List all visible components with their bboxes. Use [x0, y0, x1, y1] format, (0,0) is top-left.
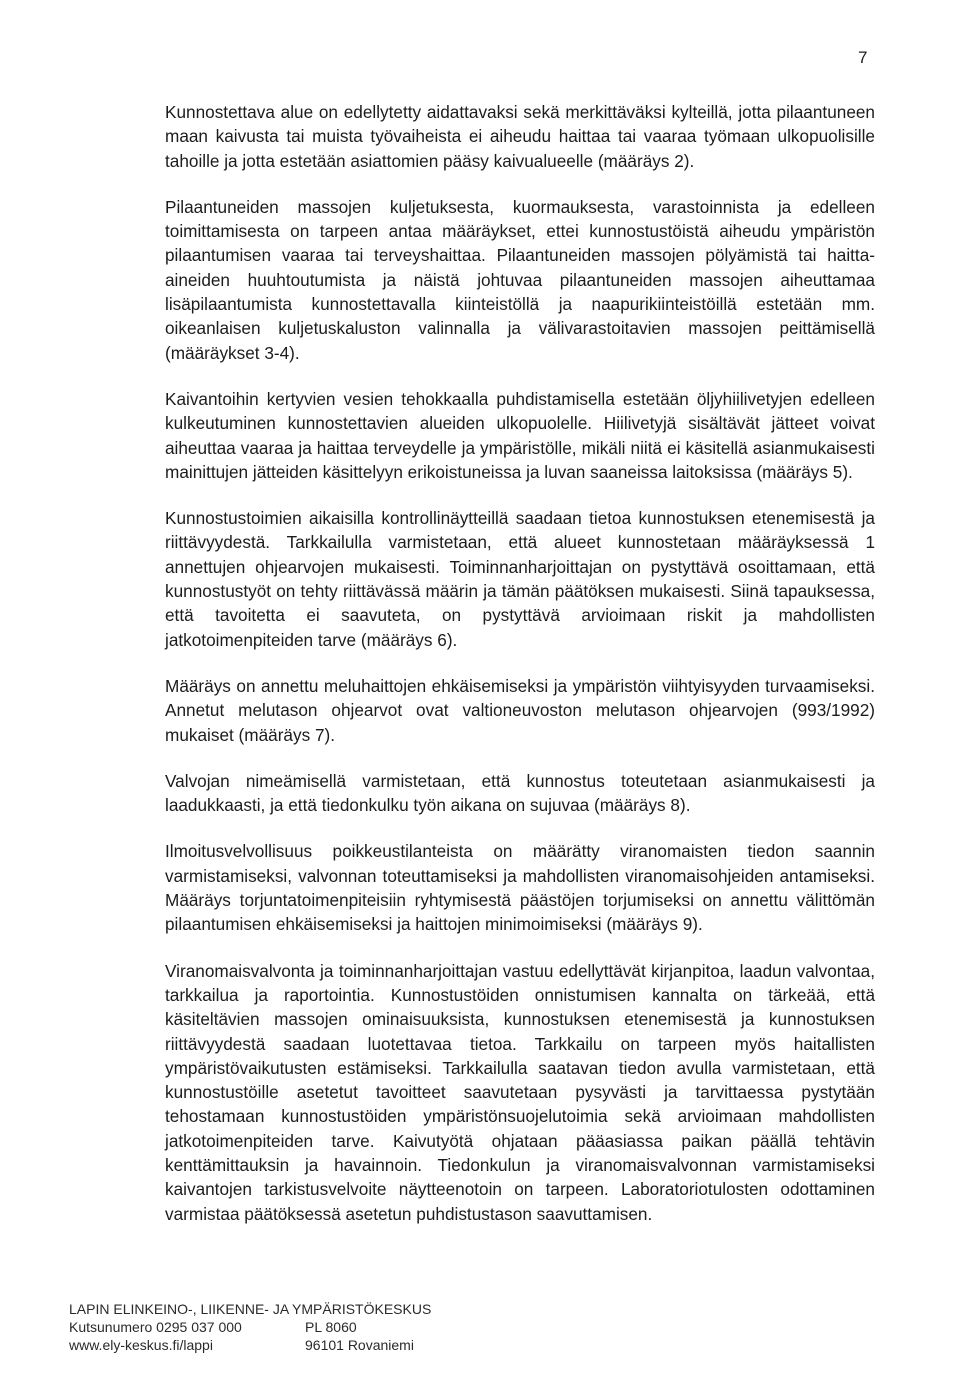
paragraph-monitoring: Viranomaisvalvonta ja toiminnanharjoittajan vastuu edellyttävät kirjanpitoa, laadun valvontaa, tarkkailua ja raportointia. Kunnostustöiden onnistumisen kannalta on tärkeää, että käsiteltävien massojen ominaisuuksista, kunnostuksen etenemisestä ja kunnostuksen riittävyydestä saadaan luotettavaa tietoa. Tarkkailu on tarpeen myös haitallisten ympäristövaikutusten estämiseksi. Tarkkailulla saatavan tiedon avulla varmistetaan, että kunnostustöille asetetut tavoitteet saavutetaan pysyvästi ja tarvittaessa pystytään tehostamaan kunnostustöiden ympäristönsuojelutoimia sekä arvioimaan mahdollisten jatkotoimenpiteiden tarve. Kaivutyötä ohjataan pääasiassa paikan päällä tehtävin kenttämittauksin ja havainnoin. Tiedonkulun ja viranomaisvalvonnan varmistamiseksi kaivantojen tarkistusvelvoite näytteenotoin on tarpeen. Laboratoriotulosten odottaminen varmistaa päätöksessä asetetun puhdistustason saavuttamisen.	[165, 960, 875, 1224]
footer-website-link[interactable]: www.ely-keskus.fi/lappi	[69, 1337, 213, 1353]
footer-organization-row	[69, 1300, 431, 1318]
paragraph-noise: Määräys on annettu meluhaittojen ehkäisemiseksi ja ympäristön viihtyisyyden turvaamiseksi. Annetut melutason ohjearvot ovat valtioneuvoston melutason ohjearvojen (993/1992) mukaiset (määräys 7).	[165, 675, 875, 745]
paragraph-water-treatment: Kaivantoihin kertyvien vesien tehokkaalla puhdistamisella estetään öljyhiilivetyjen edelleen kulkeutuminen kunnostettavien alueiden ulkopuolelle. Hiilivetyjä sisältävät jätteet voivat aiheuttaa vaaraa ja haittaa terveydelle ja ympäristölle, mikäli niitä ei käsitellä asianmukaisesti mainittujen jätteiden käsittelyyn erikoistuneissa ja luvan saaneissa laitoksissa (määräys 5).	[165, 388, 875, 482]
footer-organization: LAPIN ELINKEINO-, LIIKENNE- JA YMPÄRISTÖKESKUS	[69, 1301, 432, 1317]
paragraph-transport: Pilaantuneiden massojen kuljetuksesta, kuormauksesta, varastoinnista ja edelleen toimittamisesta on tarpeen antaa määräykset, ettei kunnostustöistä aiheudu ympäristön pilaantumisen vaaraa tai terveyshaittaa. Pilaantuneiden massojen pölyämistä tai haitta-aineiden huuhtoutumista ja näistä johtuvaa pilaantuneiden massojen aiheuttamaa lisäpilaantumista kunnostettavalla kiinteistöllä ja naapurikiinteistöillä estetään mm. oikeanlaisen kuljetuskaluston valinnalla ja välivarastoitavien massojen peittämisellä (määräykset 3-4).	[165, 196, 875, 363]
paragraph-control-samples: Kunnostustoimien aikaisilla kontrollinäytteillä saadaan tietoa kunnostuksen etenemisestä ja riittävyydestä. Tarkkailulla varmistetaan, että alueet kunnostetaan määräyksessä 1 annettujen ohjearvojen mukaisesti. Toiminnanharjoittajan on pystyttävä osoittamaan, että kunnostustyöt on tehty riittävässä määrin ja tämän päätöksen mukaisesti. Siinä tapauksessa, että tavoitetta ei saavuteta, on pystyttävä arvioimaan riskit ja mahdollisten jatkotoimenpiteiden tarve (määräys 6).	[165, 508, 875, 650]
footer	[69, 1300, 431, 1354]
footer-po-box: PL 8060	[305, 1319, 357, 1335]
paragraph-supervisor: Valvojan nimeämisellä varmistetaan, että kunnostus toteutetaan asianmukaisesti ja laadukkaasti, ja että tiedonkulku työn aikana on sujuvaa (määräys 8).	[165, 770, 875, 816]
page-number: 7	[858, 48, 868, 67]
paragraph-fencing: Kunnostettava alue on edellytetty aidattavaksi sekä merkittäväksi kylteillä, jotta pilaantuneen maan kaivusta tai muista työvaiheista ei aiheudu haittaa tai vaaraa työmaan ulkopuolisille tahoille ja jotta estetään asiattomien pääsy kaivualueelle (määräys 2).	[165, 102, 875, 171]
body-text	[165, 100, 875, 1248]
footer-contact-row	[69, 1318, 431, 1336]
footer-phone: Kutsunumero 0295 037 000	[69, 1319, 242, 1335]
footer-postal-address: 96101 Rovaniemi	[305, 1337, 414, 1353]
paragraph-notification: Ilmoitusvelvollisuus poikkeustilanteista on määrätty viranomaisten tiedon saannin varmistamiseksi, valvonnan toteuttamiseksi ja mahdollisten viranomaisohjeiden antamiseksi. Määräys torjuntatoimenpiteisiin ryhtymisestä päästöjen torjumiseksi on annettu välittömän pilaantumisen ehkäisemiseksi ja haittojen minimoimiseksi (määräys 9).	[165, 841, 875, 935]
footer-address-row	[69, 1336, 431, 1354]
